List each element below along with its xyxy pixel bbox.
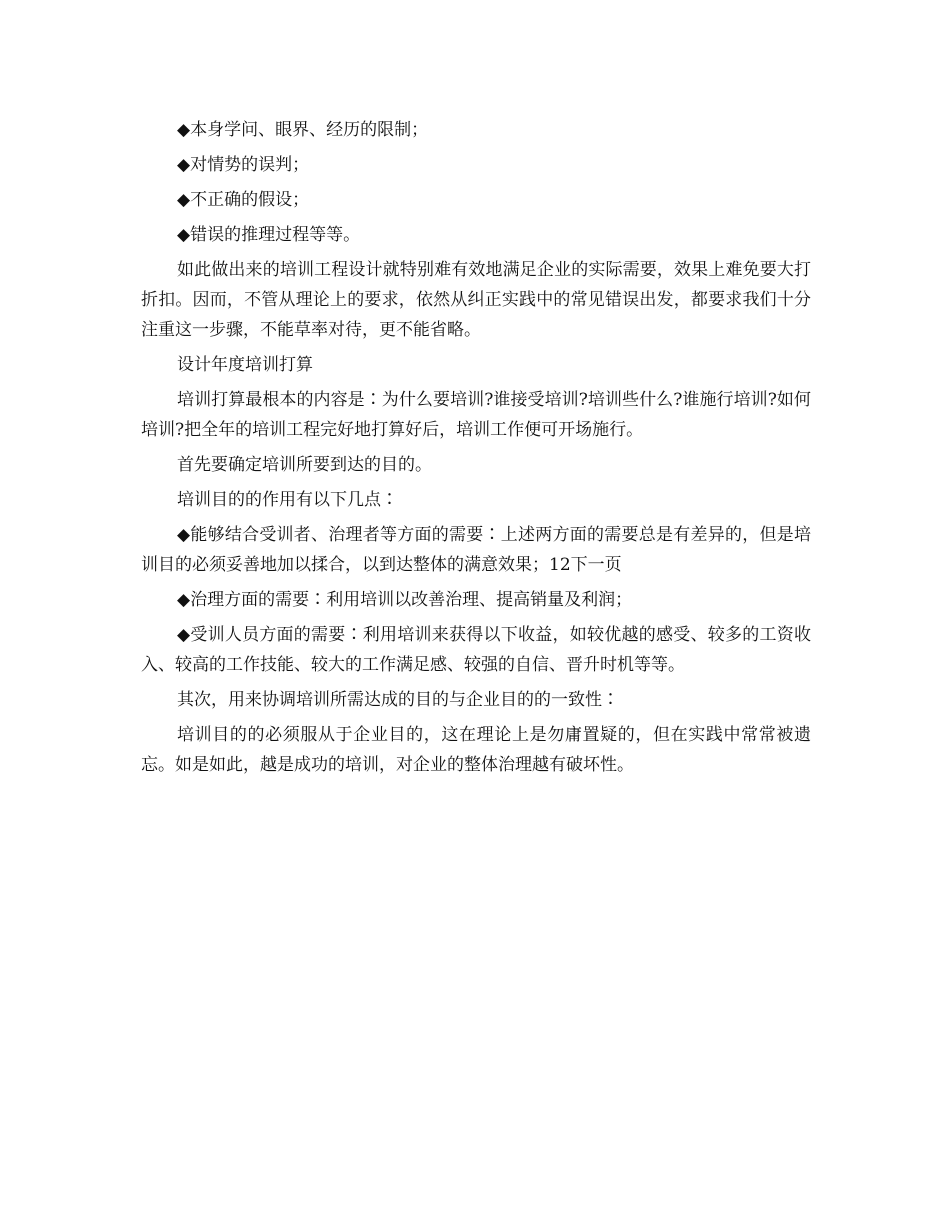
paragraph-first-goal: 首先要确定培训所要到达的目的。 [177, 455, 432, 475]
bullet-limitations: ◆本身学问、眼界、经历的限制； [177, 120, 429, 140]
paragraph-goal-obedience: 培训目的的必须服从于企业目的，这在理论上是勿庸置疑的，但在实践中常常被遗忘。如是如此，越是成功的培训，对企业的整体治理越有破坏性。 [141, 725, 811, 775]
bullet-misjudgment: ◆对情势的误判； [177, 155, 310, 175]
bullet-wrong-reasoning: ◆错误的推理过程等等。 [177, 225, 361, 245]
paragraph-second-coordination: 其次，用来协调培训所需达成的目的与企业目的的一致性∶ [177, 690, 619, 710]
paragraph-goal-functions: 培训目的的作用有以下几点∶ [177, 490, 398, 510]
bullet-wrong-assumption: ◆不正确的假设； [177, 190, 310, 210]
bullet-trainee-needs: ◆受训人员方面的需要∶利用培训来获得以下收益，如较优越的感受、较多的工资收入、较高的工作技能、较大的工作满足感、较强的自信、晋升时机等等。 [141, 625, 811, 675]
section-heading-annual-plan: 设计年度培训打算 [177, 355, 313, 375]
paragraph-design-consequence: 如此做出来的培训工程设计就特别难有效地满足企业的实际需要，效果上难免要大打折扣。因而，不管从理论上的要求，依然从纠正实践中的常见错误出发，都要求我们十分注重这一步骤，不能草率对待，更不能省略。 [141, 260, 811, 340]
bullet-management-needs: ◆治理方面的需要∶利用培训以改善治理、提高销量及利润； [177, 590, 633, 610]
document-body [141, 115, 811, 785]
bullet-combine-needs: ◆能够结合受训者、治理者等方面的需要∶上述两方面的需要总是有差异的，但是培训目的必须妥善地加以揉合，以到达整体的满意效果；12下一页 [141, 525, 811, 575]
paragraph-plan-content: 培训打算最根本的内容是∶为什么要培训?谁接受培训?培训些什么?谁施行培训?如何培训?把全年的培训工程完好地打算好后，培训工作便可开场施行。 [141, 390, 811, 440]
